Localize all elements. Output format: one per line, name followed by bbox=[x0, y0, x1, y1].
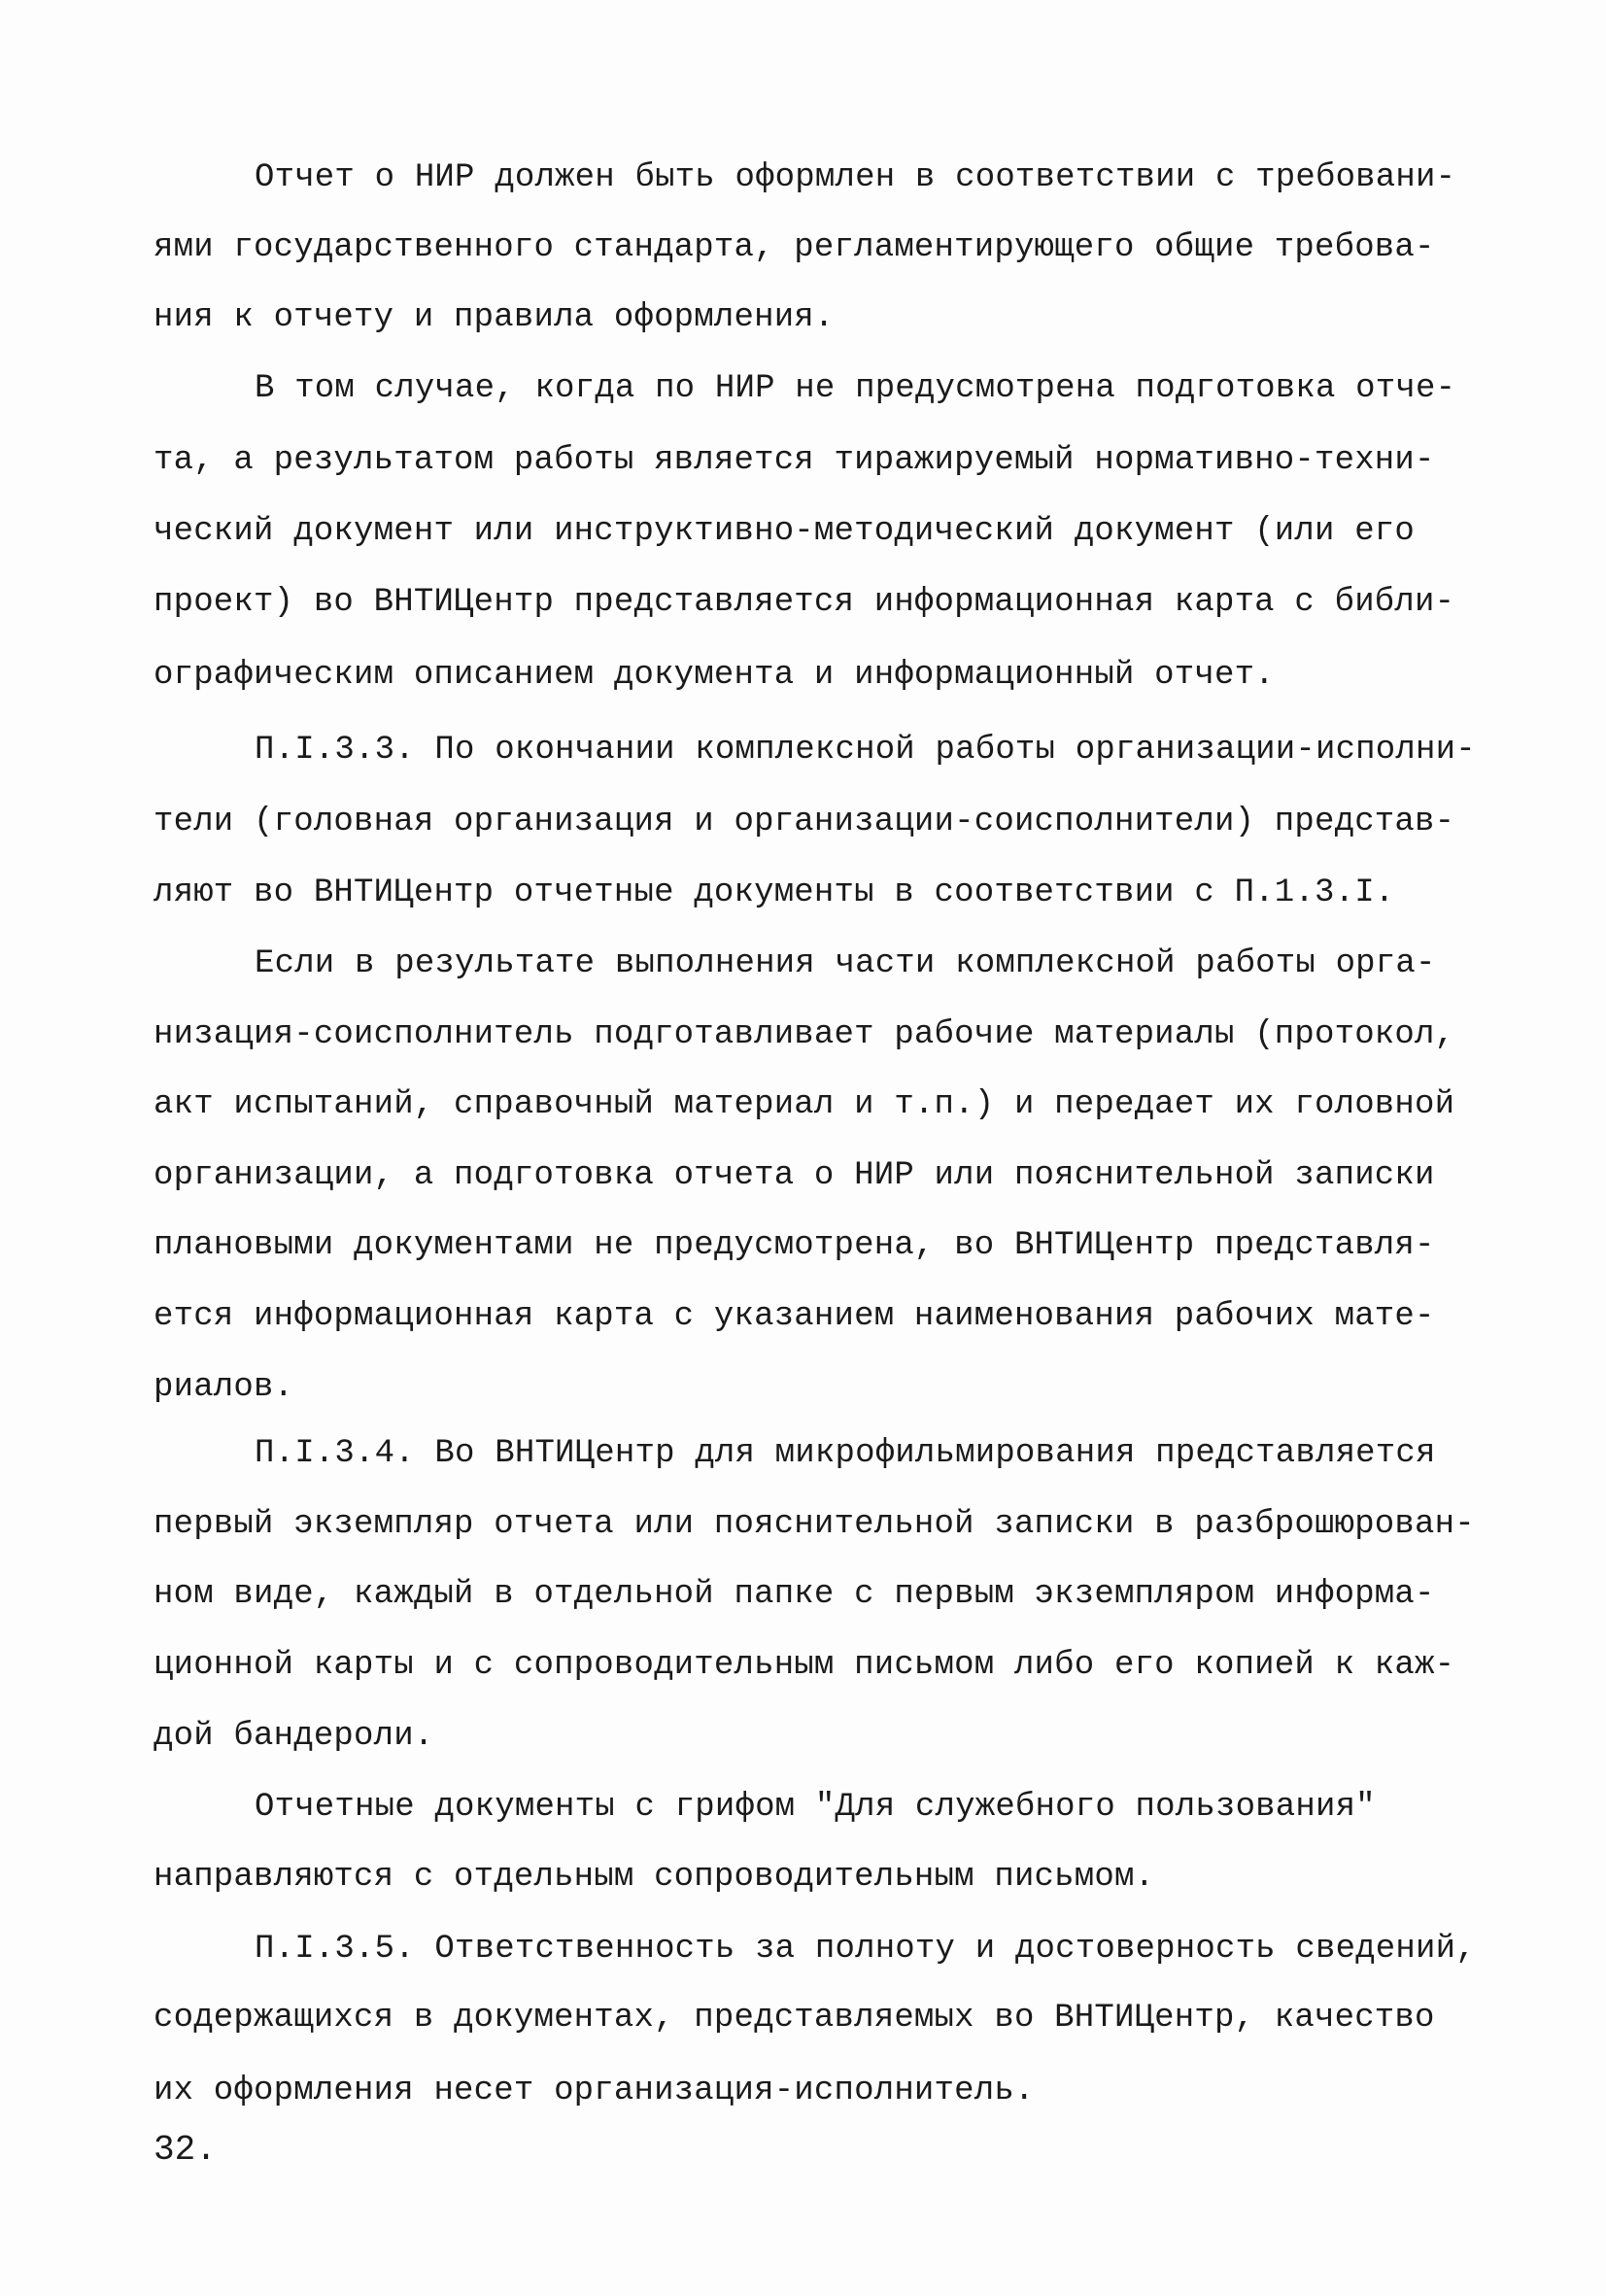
text-line: Отчет о НИР должен быть оформлен в соответствии с требовани- bbox=[255, 159, 1456, 196]
text-line: низация-соисполнитель подготавливает рабочие материалы (протокол, bbox=[154, 1016, 1455, 1053]
text-line: организации, а подготовка отчета о НИР или пояснительной записки bbox=[154, 1157, 1435, 1194]
text-line: Отчетные документы с грифом "Для служебного пользования" bbox=[255, 1789, 1376, 1826]
text-line: направляются с отдельным сопроводительным письмом. bbox=[154, 1859, 1155, 1896]
page-number: 32. bbox=[154, 2130, 217, 2170]
text-line: Если в результате выполнения части комплексной работы орга- bbox=[255, 945, 1436, 982]
text-line: ляют во ВНТИЦентр отчетные документы в соответствии с П.1.3.I. bbox=[154, 874, 1395, 911]
text-line: ния к отчету и правила оформления. bbox=[154, 299, 835, 336]
text-line: П.I.3.4. Во ВНТИЦентр для микрофильмирования представляется bbox=[255, 1435, 1436, 1472]
text-line: П.I.3.5. Ответственность за полноту и достоверность сведений, bbox=[255, 1931, 1476, 1968]
text-line: В том случае, когда по НИР не предусмотрена подготовка отче- bbox=[255, 370, 1456, 407]
text-line: тели (головная организация и организации-соисполнители) представ- bbox=[154, 804, 1455, 840]
text-line: риалов. bbox=[154, 1369, 294, 1406]
text-line: та, а результатом работы является тиражируемый нормативно-техни- bbox=[154, 442, 1435, 479]
text-line: акт испытаний, справочный материал и т.п.) и передает их головной bbox=[154, 1086, 1455, 1123]
text-line: П.I.3.3. По окончании комплексной работы организации-исполни- bbox=[255, 732, 1476, 769]
text-line: дой бандероли. bbox=[154, 1718, 434, 1755]
text-line: ями государственного стандарта, регламентирующего общие требова- bbox=[154, 229, 1435, 266]
text-line: ционной карты и с сопроводительным письмом либо его копией к каж- bbox=[154, 1647, 1455, 1684]
text-line: ческий документ или инструктивно-методический документ (или его bbox=[154, 513, 1416, 550]
text-line: ется информационная карта с указанием наименования рабочих мате- bbox=[154, 1298, 1435, 1335]
text-line: первый экземпляр отчета или пояснительной записки в разброшюрован- bbox=[154, 1506, 1475, 1543]
text-line: содержащихся в документах, представляемых во ВНТИЦентр, качество bbox=[154, 2000, 1435, 2037]
text-line: проект) во ВНТИЦентр представляется информационная карта с библи- bbox=[154, 584, 1455, 621]
text-line: ном виде, каждый в отдельной папке с первым экземпляром информа- bbox=[154, 1576, 1435, 1613]
text-line: их оформления несет организация-исполнитель. bbox=[154, 2073, 1035, 2109]
text-line: ографическим описанием документа и информационный отчет. bbox=[154, 657, 1275, 694]
text-line: плановыми документами не предусмотрена, во ВНТИЦентр представля- bbox=[154, 1227, 1435, 1264]
